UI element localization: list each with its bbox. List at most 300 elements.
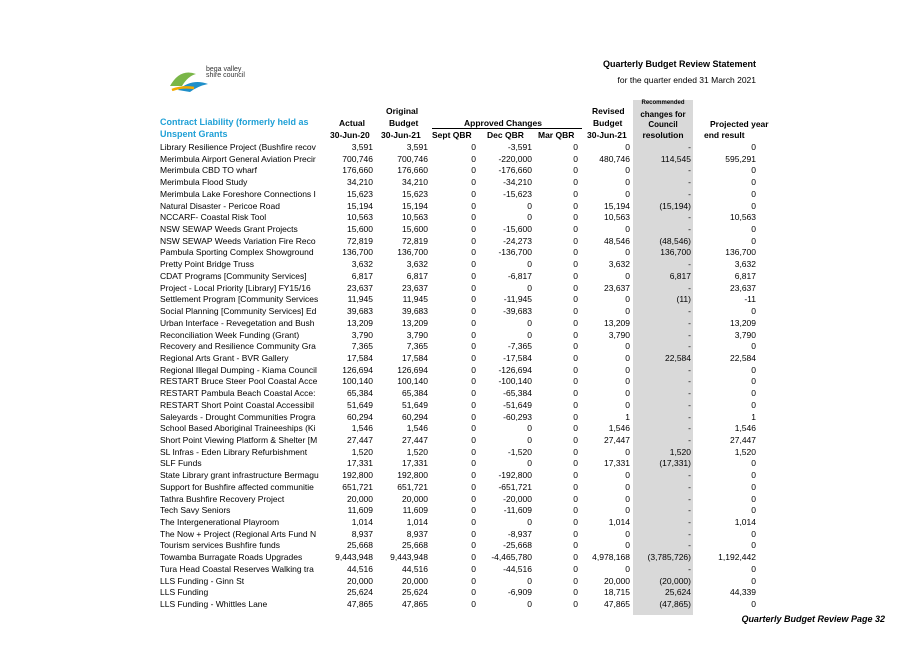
cell-revised: 0: [625, 505, 630, 516]
cell-mar: 0: [573, 528, 578, 539]
cell-rec: (48,546): [659, 235, 691, 246]
cell-dec: -39,683: [503, 306, 532, 317]
cell-original: 176,660: [397, 165, 428, 176]
cell-mar: 0: [573, 306, 578, 317]
cell-original: 34,210: [402, 177, 428, 188]
cell-revised: 1: [625, 411, 630, 422]
cell-sept: 0: [471, 446, 476, 457]
cell-mar: 0: [573, 282, 578, 293]
cell-proj: 0: [751, 200, 756, 211]
cell-revised: 0: [625, 247, 630, 258]
page-title: Quarterly Budget Review Statement: [602, 59, 756, 69]
cell-original: 15,194: [402, 200, 428, 211]
cell-actual: 44,516: [347, 563, 373, 574]
cell-mar: 0: [573, 142, 578, 152]
cell-name: Pretty Point Bridge Truss: [160, 259, 255, 270]
cell-proj: 1,546: [734, 423, 756, 434]
cell-proj: 10,563: [730, 212, 756, 223]
subheader-recommended: resolution: [642, 130, 684, 140]
cell-name: Tourism services Bushfire funds: [160, 540, 280, 551]
header-actual: Actual: [339, 118, 365, 128]
cell-revised: 4,978,168: [592, 552, 630, 563]
cell-revised: 0: [625, 165, 630, 176]
cell-mar: 0: [573, 247, 578, 258]
cell-actual: 51,649: [347, 399, 373, 410]
council-logo-text: [206, 67, 245, 79]
cell-original: 47,865: [402, 599, 428, 610]
cell-mar: 0: [573, 212, 578, 223]
cell-mar: 0: [573, 165, 578, 176]
cell-name: Social Planning [Community Services] Ed: [160, 306, 317, 317]
table-row: [160, 294, 760, 306]
table-row: [160, 400, 760, 412]
budget-table-body: [160, 142, 760, 611]
cell-mar: 0: [573, 446, 578, 457]
cell-name: Regional Arts Grant - BVR Gallery: [160, 352, 289, 363]
table-row: [160, 201, 760, 213]
cell-mar: 0: [573, 388, 578, 399]
cell-rec: -: [688, 399, 691, 410]
cell-dec: -220,000: [498, 153, 532, 164]
table-row: [160, 154, 760, 166]
cell-proj: 0: [751, 306, 756, 317]
cell-original: 651,721: [397, 481, 428, 492]
cell-sept: 0: [471, 177, 476, 188]
cell-proj: 23,637: [730, 282, 756, 293]
cell-rec: -: [688, 317, 691, 328]
cell-sept: 0: [471, 423, 476, 434]
cell-actual: 60,294: [347, 411, 373, 422]
cell-actual: 136,700: [342, 247, 373, 258]
cell-original: 7,365: [406, 341, 428, 352]
cell-revised: 23,637: [604, 282, 630, 293]
cell-dec: -7,365: [507, 341, 532, 352]
cell-original: 8,937: [406, 528, 428, 539]
cell-sept: 0: [471, 434, 476, 445]
cell-proj: 3,632: [734, 259, 756, 270]
cell-rec: -: [688, 563, 691, 574]
cell-revised: 15,194: [604, 200, 630, 211]
cell-mar: 0: [573, 470, 578, 481]
cell-revised: 0: [625, 446, 630, 457]
table-row: [160, 423, 760, 435]
cell-dec: -651,721: [498, 481, 532, 492]
cell-mar: 0: [573, 177, 578, 188]
subheader-mar: Mar QBR: [538, 130, 575, 140]
cell-sept: 0: [471, 587, 476, 598]
cell-dec: -15,600: [503, 224, 532, 235]
cell-revised: 0: [625, 399, 630, 410]
cell-proj: 0: [751, 599, 756, 610]
cell-name: Pambula Sporting Complex Showground: [160, 247, 314, 258]
cell-actual: 176,660: [342, 165, 373, 176]
cell-revised: 0: [625, 306, 630, 317]
cell-mar: 0: [573, 458, 578, 469]
cell-revised: 0: [625, 188, 630, 199]
table-row: [160, 165, 760, 177]
cell-name: LLS Funding - Whittles Lane: [160, 599, 268, 610]
cell-actual: 13,209: [347, 317, 373, 328]
cell-actual: 20,000: [347, 493, 373, 504]
cell-mar: 0: [573, 399, 578, 410]
cell-name: Merimbula CBD TO wharf: [160, 165, 257, 176]
cell-proj: -11: [744, 294, 756, 305]
cell-dec: -8,937: [507, 528, 532, 539]
cell-sept: 0: [471, 341, 476, 352]
cell-mar: 0: [573, 587, 578, 598]
cell-name: RESTART Short Point Coastal Accessibil: [160, 399, 315, 410]
cell-rec: -: [688, 528, 691, 539]
cell-original: 1,546: [406, 423, 428, 434]
cell-revised: 0: [625, 528, 630, 539]
cell-original: 17,584: [402, 352, 428, 363]
cell-sept: 0: [471, 470, 476, 481]
cell-name: The Now + Project (Regional Arts Fund N: [160, 528, 317, 539]
cell-dec: 0: [527, 212, 532, 223]
subheader-actual: 30-Jun-20: [330, 130, 370, 140]
cell-revised: 3,632: [608, 259, 630, 270]
subheader-revised: 30-Jun-21: [587, 130, 627, 140]
cell-original: 1,014: [406, 517, 428, 527]
table-row: [160, 341, 760, 353]
cell-sept: 0: [471, 270, 476, 281]
cell-rec: -: [688, 505, 691, 516]
table-row: [160, 482, 760, 494]
cell-actual: 17,331: [347, 458, 373, 469]
cell-sept: 0: [471, 352, 476, 363]
cell-rec: 136,700: [660, 247, 691, 258]
cell-rec: -: [688, 364, 691, 375]
cell-rec: (17,331): [659, 458, 691, 469]
cell-sept: 0: [471, 259, 476, 270]
cell-proj: 13,209: [730, 317, 756, 328]
cell-actual: 100,140: [342, 376, 373, 387]
cell-dec: 0: [527, 200, 532, 211]
cell-rec: -: [688, 306, 691, 317]
table-row: [160, 435, 760, 447]
table-row: [160, 189, 760, 201]
cell-actual: 39,683: [347, 306, 373, 317]
cell-actual: 11,945: [347, 294, 373, 305]
cell-original: 3,790: [406, 329, 428, 340]
cell-original: 15,623: [402, 188, 428, 199]
cell-rec: (11): [676, 294, 691, 305]
cell-rec: -: [688, 376, 691, 387]
cell-mar: 0: [573, 153, 578, 164]
cell-proj: 0: [751, 505, 756, 516]
cell-sept: 0: [471, 599, 476, 610]
cell-dec: -44,516: [503, 563, 532, 574]
cell-name: Saleyards - Drought Communities Progra: [160, 411, 316, 422]
cell-dec: -65,384: [503, 388, 532, 399]
cell-name: RESTART Pambula Beach Coastal Acce:: [160, 388, 316, 399]
table-row: [160, 283, 760, 295]
cell-mar: 0: [573, 517, 578, 527]
header-recommended-l1: Recommended: [641, 100, 685, 106]
section-title-line1: Contract Liability (formerly held as: [160, 117, 309, 127]
cell-name: Settlement Program [Community Services: [160, 294, 319, 305]
cell-original: 39,683: [402, 306, 428, 317]
cell-mar: 0: [573, 317, 578, 328]
cell-rec: -: [688, 142, 691, 152]
cell-sept: 0: [471, 165, 476, 176]
cell-dec: -60,293: [503, 411, 532, 422]
cell-name: Short Point Viewing Platform & Shelter [M: [160, 434, 318, 445]
cell-dec: -25,668: [503, 540, 532, 551]
table-row: [160, 247, 760, 259]
table-row: [160, 564, 760, 576]
cell-sept: 0: [471, 142, 476, 152]
table-row: [160, 447, 760, 459]
cell-dec: -24,273: [503, 235, 532, 246]
cell-proj: 0: [751, 399, 756, 410]
cell-name: RESTART Bruce Steer Pool Coastal Acce: [160, 376, 318, 387]
table-row: [160, 142, 760, 154]
cell-actual: 47,865: [347, 599, 373, 610]
cell-sept: 0: [471, 282, 476, 293]
table-row: [160, 470, 760, 482]
cell-original: 700,746: [397, 153, 428, 164]
cell-original: 11,945: [402, 294, 428, 305]
cell-sept: 0: [471, 188, 476, 199]
table-row: [160, 599, 760, 611]
cell-actual: 15,600: [347, 224, 373, 235]
cell-revised: 1,546: [608, 423, 630, 434]
cell-proj: 0: [751, 224, 756, 235]
cell-name: Tathra Bushfire Recovery Project: [160, 493, 285, 504]
cell-name: NSW SEWAP Weeds Grant Projects: [160, 224, 298, 235]
cell-original: 23,637: [402, 282, 428, 293]
cell-proj: 0: [751, 540, 756, 551]
table-row: [160, 271, 760, 283]
cell-name: Merimbula Flood Study: [160, 177, 248, 188]
page-subtitle: for the quarter ended 31 March 2021: [617, 75, 756, 85]
cell-proj: 0: [751, 341, 756, 352]
cell-dec: 0: [527, 575, 532, 586]
cell-original: 72,819: [402, 235, 428, 246]
cell-name: Regional Illegal Dumping - Kiama Council: [160, 364, 317, 375]
cell-name: Urban Interface - Revegetation and Bush: [160, 317, 315, 328]
cell-original: 9,443,948: [390, 552, 428, 563]
cell-name: Merimbula Airport General Aviation Precir: [160, 153, 316, 164]
cell-dec: 0: [527, 458, 532, 469]
cell-proj: 0: [751, 388, 756, 399]
cell-mar: 0: [573, 259, 578, 270]
cell-dec: -1,520: [507, 446, 532, 457]
table-row: [160, 306, 760, 318]
cell-sept: 0: [471, 212, 476, 223]
cell-revised: 0: [625, 364, 630, 375]
cell-sept: 0: [471, 481, 476, 492]
cell-revised: 17,331: [604, 458, 630, 469]
cell-dec: -100,140: [498, 376, 532, 387]
cell-proj: 0: [751, 470, 756, 481]
cell-mar: 0: [573, 599, 578, 610]
cell-dec: -6,909: [507, 587, 532, 598]
cell-dec: 0: [527, 317, 532, 328]
cell-name: Merimbula Lake Foreshore Connections I: [160, 188, 316, 199]
cell-sept: 0: [471, 376, 476, 387]
cell-name: Project - Local Priority [Library] FY15/16: [160, 282, 311, 293]
cell-sept: 0: [471, 493, 476, 504]
cell-sept: 0: [471, 317, 476, 328]
cell-actual: 6,817: [351, 270, 373, 281]
cell-revised: 0: [625, 563, 630, 574]
cell-dec: -17,584: [503, 352, 532, 363]
table-row: [160, 353, 760, 365]
table-row: [160, 388, 760, 400]
cell-original: 13,209: [402, 317, 428, 328]
cell-actual: 8,937: [351, 528, 373, 539]
cell-revised: 0: [625, 388, 630, 399]
cell-original: 136,700: [397, 247, 428, 258]
cell-rec: (3,785,726): [647, 552, 691, 563]
cell-rec: -: [688, 212, 691, 223]
cell-original: 44,516: [402, 563, 428, 574]
cell-dec: -192,800: [498, 470, 532, 481]
cell-actual: 25,668: [347, 540, 373, 551]
logo-line2: shire council: [206, 72, 245, 79]
cell-dec: -4,465,780: [491, 552, 532, 563]
cell-rec: 25,624: [665, 587, 691, 598]
cell-actual: 25,624: [347, 587, 373, 598]
cell-actual: 1,546: [351, 423, 373, 434]
cell-dec: -136,700: [498, 247, 532, 258]
cell-dec: 0: [527, 282, 532, 293]
cell-name: Tura Head Coastal Reserves Walking tra: [160, 563, 314, 574]
cell-mar: 0: [573, 423, 578, 434]
page-footer: Quarterly Budget Review Page 32: [741, 614, 885, 624]
table-row: [160, 517, 760, 529]
cell-actual: 34,210: [347, 177, 373, 188]
cell-sept: 0: [471, 517, 476, 527]
cell-mar: 0: [573, 481, 578, 492]
cell-revised: 20,000: [604, 575, 630, 586]
cell-original: 65,384: [402, 388, 428, 399]
table-row: [160, 494, 760, 506]
cell-revised: 480,746: [599, 153, 630, 164]
cell-proj: 0: [751, 528, 756, 539]
table-row: [160, 376, 760, 388]
cell-dec: -51,649: [503, 399, 532, 410]
cell-rec: (20,000): [659, 575, 691, 586]
cell-actual: 651,721: [342, 481, 373, 492]
cell-sept: 0: [471, 399, 476, 410]
cell-original: 25,624: [402, 587, 428, 598]
cell-rec: -: [688, 188, 691, 199]
cell-mar: 0: [573, 376, 578, 387]
cell-actual: 23,637: [347, 282, 373, 293]
cell-sept: 0: [471, 411, 476, 422]
table-row: [160, 505, 760, 517]
cell-proj: 44,339: [730, 587, 756, 598]
cell-revised: 0: [625, 270, 630, 281]
cell-sept: 0: [471, 540, 476, 551]
cell-revised: 0: [625, 376, 630, 387]
cell-actual: 15,623: [347, 188, 373, 199]
header-revised-l2: Budget: [593, 118, 623, 128]
table-row: [160, 236, 760, 248]
cell-name: CDAT Programs [Community Services]: [160, 270, 307, 281]
cell-revised: 0: [625, 493, 630, 504]
cell-rec: 114,545: [660, 153, 691, 164]
cell-mar: 0: [573, 341, 578, 352]
cell-name: Recovery and Resilience Community Gra: [160, 341, 316, 352]
cell-rec: -: [688, 470, 691, 481]
cell-proj: 595,291: [725, 153, 756, 164]
cell-proj: 0: [751, 188, 756, 199]
cell-rec: -: [688, 481, 691, 492]
cell-sept: 0: [471, 505, 476, 516]
cell-proj: 1,520: [734, 446, 756, 457]
cell-actual: 126,694: [342, 364, 373, 375]
cell-revised: 1,014: [608, 517, 630, 527]
cell-rec: -: [688, 423, 691, 434]
cell-dec: -20,000: [503, 493, 532, 504]
cell-actual: 11,609: [347, 505, 373, 516]
cell-sept: 0: [471, 235, 476, 246]
cell-proj: 0: [751, 563, 756, 574]
cell-rec: -: [688, 177, 691, 188]
cell-actual: 65,384: [347, 388, 373, 399]
cell-name: The Intergenerational Playroom: [160, 517, 280, 527]
cell-original: 20,000: [402, 575, 428, 586]
cell-mar: 0: [573, 540, 578, 551]
cell-dec: -34,210: [503, 177, 532, 188]
cell-name: Support for Bushfire affected communitie: [160, 481, 314, 492]
cell-dec: 0: [527, 599, 532, 610]
cell-rec: -: [688, 329, 691, 340]
cell-original: 11,609: [402, 505, 428, 516]
cell-proj: 0: [751, 376, 756, 387]
cell-rec: 6,817: [669, 270, 691, 281]
cell-actual: 17,584: [347, 352, 373, 363]
cell-dec: 0: [527, 423, 532, 434]
cell-original: 25,668: [402, 540, 428, 551]
cell-revised: 10,563: [604, 212, 630, 223]
cell-actual: 9,443,948: [335, 552, 373, 563]
cell-original: 1,520: [406, 446, 428, 457]
logo-line1: bega valley: [206, 66, 242, 73]
cell-actual: 15,194: [347, 200, 373, 211]
cell-name: Towamba Burragate Roads Upgrades: [160, 552, 303, 563]
header-original-l1: Original: [386, 106, 419, 116]
cell-actual: 192,800: [342, 470, 373, 481]
table-row: [160, 212, 760, 224]
cell-actual: 20,000: [347, 575, 373, 586]
cell-revised: 13,209: [604, 317, 630, 328]
table-row: [160, 365, 760, 377]
header-recommended-l2: changes for: [640, 110, 686, 119]
cell-original: 126,694: [397, 364, 428, 375]
header-recommended-l3: Council: [648, 120, 678, 129]
cell-actual: 3,591: [351, 142, 373, 152]
cell-mar: 0: [573, 235, 578, 246]
cell-revised: 0: [625, 224, 630, 235]
cell-actual: 27,447: [347, 434, 373, 445]
cell-name: Reconciliation Week Funding (Grant): [160, 329, 300, 340]
cell-revised: 47,865: [604, 599, 630, 610]
cell-name: NSW SEWAP Weeds Variation Fire Reco: [160, 235, 316, 246]
cell-dec: 0: [527, 434, 532, 445]
cell-dec: -176,660: [498, 165, 532, 176]
cell-revised: 0: [625, 481, 630, 492]
cell-rec: -: [688, 434, 691, 445]
cell-original: 17,331: [402, 458, 428, 469]
cell-revised: 0: [625, 470, 630, 481]
cell-sept: 0: [471, 528, 476, 539]
cell-dec: -15,623: [503, 188, 532, 199]
